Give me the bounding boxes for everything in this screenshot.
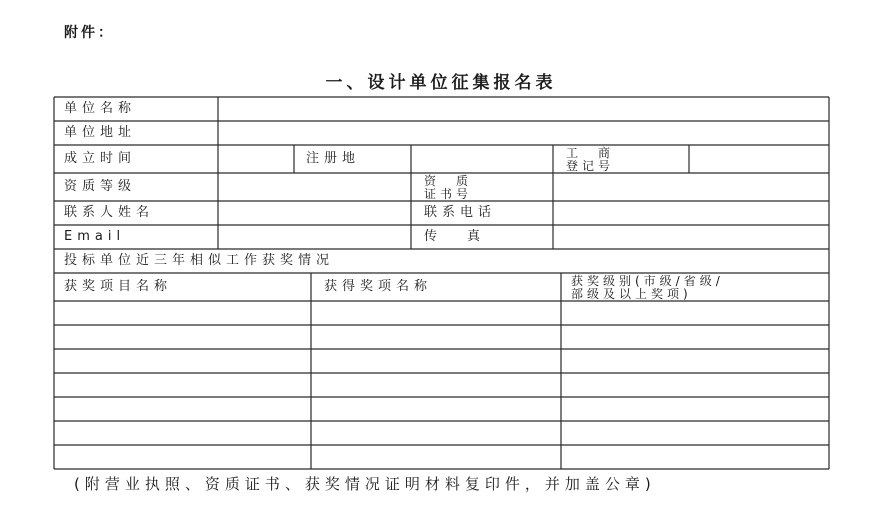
award-level-header-line1: 获奖级别(市级/省级/: [571, 274, 724, 288]
award-level-header-line2: 部级及以上奖项): [571, 287, 692, 301]
attachment-note: (附营业执照、资质证书、获奖情况证明材料复印件，并加盖公章): [74, 475, 656, 493]
award-name-header: 获得奖项名称: [324, 279, 433, 294]
certificate-no-label-line1: 资 质: [424, 174, 473, 188]
form-title: 一、设计单位征集报名表: [325, 73, 557, 93]
qualification-level-label: 资质等级: [64, 179, 137, 194]
awards-section-label: 投标单位近三年相似工作获奖情况: [64, 253, 335, 268]
org-name-label: 单位名称: [64, 101, 137, 116]
contact-phone-label: 联系电话: [424, 205, 497, 220]
founded-label: 成立时间: [64, 151, 137, 166]
registered-place-label: 注册地: [306, 151, 361, 166]
attachment-label: 附件：: [64, 25, 115, 41]
fax-label: 传真: [424, 229, 511, 244]
contact-name-label: 联系人姓名: [64, 205, 155, 220]
business-reg-label-line2: 登记号: [566, 159, 615, 173]
org-address-label: 单位地址: [64, 125, 137, 140]
award-project-name-header: 获奖项目名称: [64, 279, 173, 294]
email-label: Email: [64, 229, 126, 244]
business-reg-label-line1: 工 商: [566, 146, 615, 160]
certificate-no-label-line2: 证书号: [424, 187, 473, 201]
